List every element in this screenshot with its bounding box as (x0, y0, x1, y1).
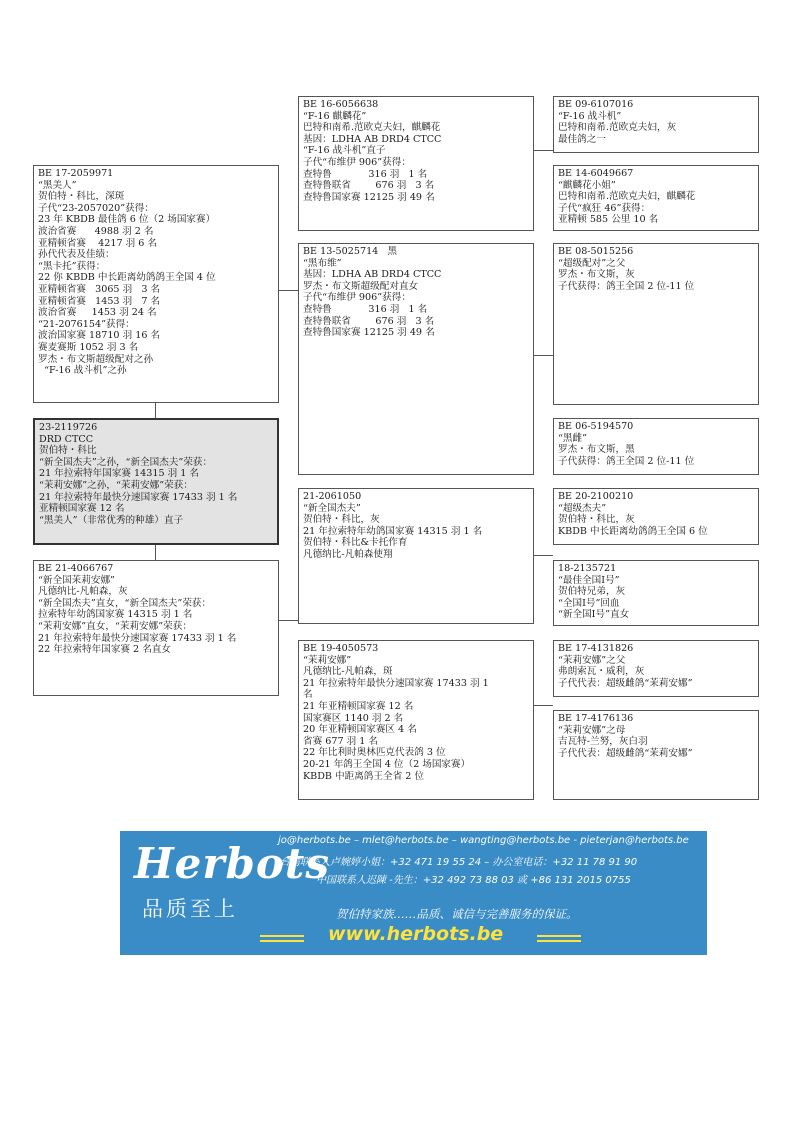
card-line: 亚精顿 585 公里 10 名 (558, 214, 659, 226)
card-line: 凡德纳比-凡帕森使翔 (303, 548, 393, 560)
card-line: “黑美人” (38, 179, 77, 191)
pedigree-dam-dam-dam-card (553, 710, 759, 800)
card-line: “新全国杰夫”之孙，“新全国杰夫”荣获： (39, 456, 213, 468)
banner-phone-taiwan: 台湾联系人卢婉婷小姐：+32 471 19 55 24 – 办公室电话：+32 11 78 91 90 (280, 857, 638, 868)
card-line: 21 年拉索特年国家赛 14315 羽 1 名 (39, 468, 200, 480)
card-line: 查特鲁国家赛 12125 羽 49 名 (303, 191, 435, 203)
card-line: 贺伯特・科比&卡托作育 (303, 537, 408, 549)
card-line: 贺伯特・科比，灰 (558, 514, 635, 526)
connector-subject-dam (155, 545, 156, 560)
card-line: 罗杰・布文斯超级配对之孙 (38, 353, 154, 365)
card-line: 21 年亚精顿国家赛 12 名 (303, 700, 414, 712)
card-line: 查特鲁联省 676 羽 3 名 (303, 315, 435, 327)
card-line: “全国Ⅰ号”回血 (558, 597, 620, 609)
card-line: 子代获得：鸽王全国 2 位-11 位 (558, 455, 695, 467)
pedigree-sire-dam-sire-card (553, 243, 759, 405)
pedigree-dam-sire-dam-card (553, 560, 759, 626)
card-line: BE 08-5015256 (558, 246, 634, 257)
card-line: “21-2076154”获得： (38, 318, 135, 330)
pedigree-sire-dam-dam-card (553, 418, 759, 475)
card-line: 波治国家赛 18710 羽 16 名 (38, 330, 161, 342)
pedigree-subject-card (33, 418, 279, 545)
card-line: “新全国茉莉安娜” (38, 574, 115, 586)
card-line: “茉莉安娜”之母 (558, 724, 626, 736)
connector-dam-to-gen3 (279, 620, 298, 621)
banner-slogan: 品质至上 (142, 897, 238, 921)
pedigree-dam-card (33, 560, 279, 696)
card-line: “茉莉安娜”之孙，“茉莉安娜”荣获： (39, 479, 193, 491)
card-line: 20-21 年鸽王全国 4 位（2 场国家赛） (303, 758, 471, 770)
card-line: 波治省赛 4988 羽 2 名 (38, 225, 154, 237)
card-line: BE 17-4176136 (558, 713, 634, 724)
card-line: 亚精顿省赛 1453 羽 7 名 (38, 295, 161, 307)
herbots-logo: Herbots (134, 839, 330, 888)
card-line: BE 16-6056638 (303, 99, 379, 110)
connector-sire-subject (155, 403, 156, 418)
banner-tagline: 贺伯特家族……品质、诚信与完善服务的保证。 (336, 907, 578, 921)
card-line: BE 14-6049667 (558, 168, 634, 179)
card-line: BE 06-5194570 (558, 421, 634, 432)
card-line: 查特鲁联省 676 羽 3 名 (303, 180, 435, 192)
card-line: “茉莉安娜” (303, 654, 352, 666)
card-line: “新全国杰夫”直女，“新全国杰夫”荣获： (38, 597, 212, 609)
card-line: BE 21-4066767 (38, 563, 114, 574)
card-line: 20 年亚精顿国家赛区 4 名 (303, 724, 417, 736)
pedigree-sire-dam-card (298, 243, 534, 475)
card-line: “F-16 战斗机” (558, 110, 622, 122)
banner-decor-bar-right-2 (537, 940, 581, 942)
card-line: 子代获得：鸽王全国 2 位-11 位 (558, 280, 695, 292)
card-line: 凡德纳比-凡帕森，灰 (38, 586, 128, 598)
connector-sire-to-gen3 (279, 290, 298, 291)
card-line: “黑布维” (303, 257, 342, 269)
card-line: “超级配对”之父 (558, 257, 626, 269)
card-line: 赛麦赛斯 1052 羽 3 名 (38, 341, 139, 353)
pedigree-dam-dam-card (298, 640, 534, 800)
card-line: 名 (303, 689, 313, 701)
card-line: 亚精顿省赛 4217 羽 6 名 (38, 237, 158, 249)
card-line: 罗杰・布文斯，灰 (558, 269, 635, 281)
card-line: “F-16 战斗机”直子 (303, 145, 386, 157)
card-line: KBDB 中距离鸽王全省 2 位 (303, 770, 424, 782)
card-line: 查特鲁 316 羽 1 名 (303, 303, 428, 315)
card-line: “黑卡托”获得： (38, 260, 106, 272)
card-line: 吉瓦特-兰努，灰白羽 (558, 736, 648, 748)
card-line: 22 你 KBDB 中长距离幼鸽鸽王全国 4 位 (38, 272, 216, 284)
card-line: 基因：LDHA AB DRD4 CTCC (303, 269, 442, 281)
card-line: 亚精顿国家赛 12 名 (39, 503, 125, 515)
card-line: BE 17-2059971 (38, 168, 114, 179)
card-line: 贺伯特兄弟，灰 (558, 586, 626, 598)
banner-decor-bar-left-2 (260, 940, 304, 942)
card-line: “黑雌” (558, 432, 587, 444)
card-line: 21 年拉索特年最快分速国家赛 17433 羽 1 名 (39, 491, 238, 503)
card-line: 亚精顿省赛 3065 羽 3 名 (38, 283, 161, 295)
card-line: 基因：LDHA AB DRD4 CTCC (303, 133, 442, 145)
card-line: 21 年拉索特年幼鸽国家赛 14315 羽 1 名 (303, 525, 483, 537)
card-line: 子代代表：超级雌鸽“茉莉安娜” (558, 747, 693, 759)
card-line: 罗杰・布文斯超级配对直女 (303, 280, 419, 292)
banner-emails[interactable]: jo@herbots.be – mlet@herbots.be – wangting@herbots.be - pieterjan@herbots.be (278, 835, 689, 846)
card-line: “麒麟花小姐” (558, 179, 616, 191)
card-line: “新全国杰夫” (303, 502, 361, 514)
banner-decor-bar-right (537, 935, 581, 937)
pedigree-dam-sire-sire-card (553, 488, 759, 545)
card-line: 子代代表：超级雌鸽“茉莉安娜” (558, 677, 693, 689)
card-line: 子代“疯狂 46”获得： (558, 202, 651, 214)
card-line: 国家赛区 1140 羽 2 名 (303, 712, 404, 724)
card-line: 22 年比利时奥林匹克代表鸽 3 位 (303, 747, 446, 759)
banner-website-link[interactable]: www.herbots.be (328, 923, 504, 945)
card-line: 贺伯特・科比 (39, 445, 97, 457)
card-line: “新全国Ⅰ号”直女 (558, 609, 630, 621)
card-line: 罗杰・布文斯，黑 (558, 444, 635, 456)
card-line: BE 09-6107016 (558, 99, 634, 110)
card-line: “最佳全国Ⅰ号” (558, 574, 620, 586)
connector-gen3-dam-branch-b (534, 705, 553, 706)
connector-gen3-sire-branch (534, 150, 553, 151)
card-line: 孙代代表及佳绩： (38, 249, 115, 261)
card-line: 凡德纳比-凡帕森，斑 (303, 666, 393, 678)
banner-phone-china: 中国联系人迟陳 -先生：+32 492 73 88 03 或 +86 131 2015 0755 (316, 875, 631, 886)
card-line: BE 13-5025714 黑 (303, 246, 398, 257)
card-line: 子代“23-2057020”获得： (38, 202, 154, 214)
card-line: KBDB 中长距离幼鸽鸽王全国 6 位 (558, 525, 708, 537)
card-line: 23-2119726 (39, 422, 98, 433)
card-line: 拉索特年幼鸽国家赛 14315 羽 1 名 (38, 609, 193, 621)
card-line: 波治省赛 1453 羽 24 名 (38, 307, 157, 319)
card-line: BE 17-4131826 (558, 643, 634, 654)
card-line: “茉莉安娜”之父 (558, 654, 626, 666)
card-line: 巴特和南希.范欧克夫妇，麒麟花 (558, 191, 696, 203)
card-line: 18-2135721 (558, 563, 617, 574)
card-line: 22 年拉索特年国家赛 2 名直女 (38, 644, 171, 656)
card-line: 子代“布维伊 906”获得： (303, 156, 411, 168)
card-line: 弗朗索瓦・威利，灰 (558, 666, 645, 678)
card-line: BE 20-2100210 (558, 491, 634, 502)
card-line: BE 19-4050573 (303, 643, 379, 654)
connector-gen3-dam-branch (534, 555, 553, 556)
pedigree-sire-sire-sire-card (553, 96, 759, 153)
card-line: “F-16 麒麟花” (303, 110, 367, 122)
pedigree-sire-sire-dam-card (553, 165, 759, 231)
card-line: 查特鲁国家赛 12125 羽 49 名 (303, 327, 435, 339)
card-line: 贺伯特・科比，深斑 (38, 191, 125, 203)
card-line: 巴特和南希.范欧克夫妇，灰 (558, 122, 677, 134)
card-line: 最佳鸽之一 (558, 133, 606, 145)
card-line: 巴特和南希.范欧克夫妇，麒麟花 (303, 122, 441, 134)
card-line: 查特鲁 316 羽 1 名 (303, 168, 428, 180)
card-line: 21 年拉索特年最快分速国家赛 17433 羽 1 名 (38, 632, 237, 644)
card-line: “超级杰夫” (558, 502, 607, 514)
card-line: “F-16 战斗机”之孙 (38, 365, 127, 377)
card-line: 贺伯特・科比，灰 (303, 514, 380, 526)
card-line: “黑美人”（非常优秀的种雄）直子 (39, 514, 184, 526)
card-line: 子代“布维伊 906”获得： (303, 292, 411, 304)
herbots-banner (120, 831, 707, 955)
card-line: DRD CTCC (39, 433, 94, 445)
pedigree-dam-dam-sire-card (553, 640, 759, 697)
card-line: 21-2061050 (303, 491, 362, 502)
pedigree-dam-sire-card (298, 488, 534, 624)
pedigree-sire-sire-card (298, 96, 534, 231)
card-line: 21 年拉索特年最快分速国家赛 17433 羽 1 (303, 677, 489, 689)
banner-decor-bar-left (260, 935, 304, 937)
connector-gen3-sire-branch-b (534, 355, 553, 356)
card-line: “茉莉安娜”直女，“茉莉安娜”荣获： (38, 620, 192, 632)
card-line: 23 年 KBDB 最佳鸽 6 位（2 场国家赛） (38, 214, 216, 226)
card-line: 省赛 677 羽 1 名 (303, 735, 378, 747)
pedigree-sire-card (33, 165, 279, 403)
